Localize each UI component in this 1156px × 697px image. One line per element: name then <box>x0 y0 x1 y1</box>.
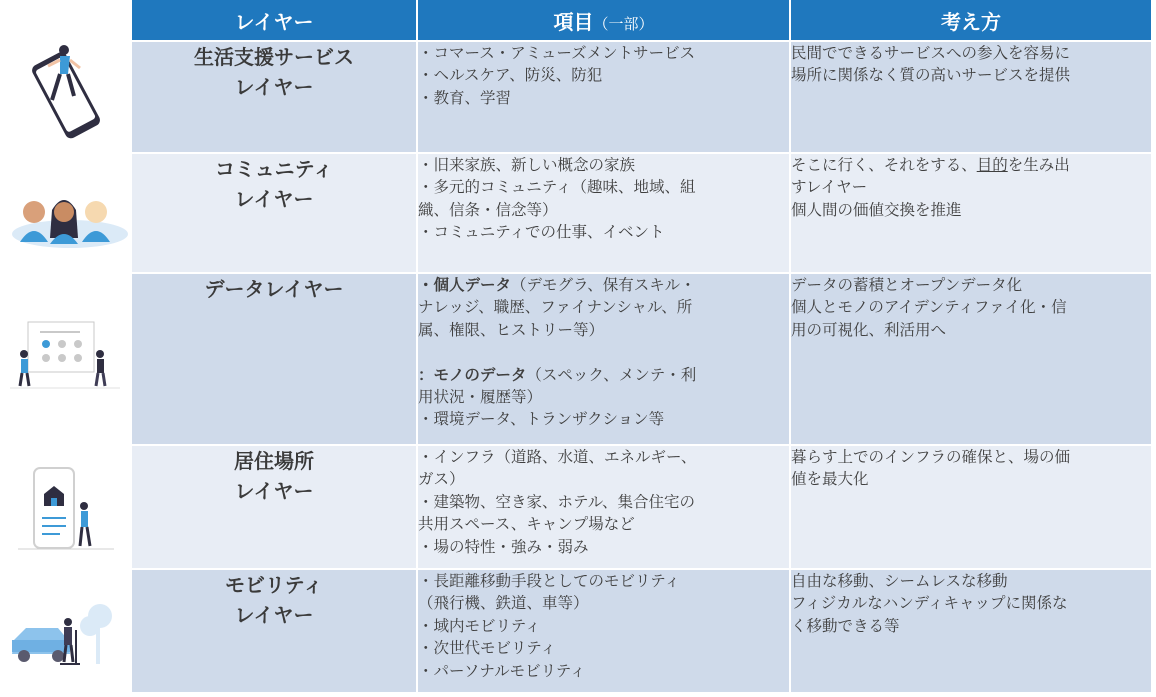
items-cell <box>417 273 790 445</box>
table-row <box>132 273 1152 445</box>
header-layer: レイヤー <box>132 0 417 41</box>
items-cell <box>417 569 790 693</box>
item-line: ・長距離移動手段としてのモビリティ <box>418 572 680 590</box>
item-line: ・コミュニティでの仕事、イベント <box>418 223 665 242</box>
concept-line: く移動できる等 <box>791 616 900 635</box>
item-heading: ：モノのデータ <box>418 365 527 384</box>
concept-line: 自由な移動、シームレスな移動 <box>791 572 1008 590</box>
layer-name-cell <box>132 273 417 445</box>
header-items-label: 項目 <box>553 9 594 34</box>
item-line: 織、信条・信念等） <box>418 200 558 219</box>
item-line <box>418 364 789 386</box>
table-row <box>132 153 1152 273</box>
item-line: ・旧来家族、新しい概念の家族 <box>418 156 636 174</box>
item-line: ・ヘルスケア、防災、防犯 <box>418 66 603 85</box>
layer-name-line: レイヤー <box>234 479 314 503</box>
layer-name-cell <box>132 445 417 569</box>
concept-underlined-text: 目的 <box>976 156 1008 174</box>
item-text: （デモグラ、保有スキル・ <box>511 276 696 294</box>
items-cell <box>417 41 790 153</box>
layer-name-cell <box>132 569 417 693</box>
layer-name-line: レイヤー <box>234 603 314 627</box>
concept-line: 場所に関係なく質の高いサービスを提供 <box>791 66 1071 85</box>
table-row <box>132 569 1152 693</box>
items-cell <box>417 153 790 273</box>
concept-text: を生み出 <box>1007 156 1070 174</box>
concept-line: すレイヤー <box>791 178 868 197</box>
concept-line: 値を最大化 <box>791 470 869 489</box>
concept-line: 個人とモノのアイデンティファイ化・信 <box>791 298 1067 317</box>
item-line: （飛行機、鉄道、車等） <box>418 594 589 613</box>
phone-with-house-illustration <box>0 446 132 568</box>
item-line: ・コマース・アミューズメントサービス <box>418 44 696 62</box>
item-line: ・場の特性・強み・弱み <box>418 537 589 556</box>
item-line: ・インフラ（道路、水道、エネルギー、 <box>418 448 697 466</box>
header-concept: 考え方 <box>790 0 1152 41</box>
item-text: （スペック、メンテ・利 <box>526 365 697 384</box>
layer-name-line: コミュニティ <box>215 157 333 181</box>
item-line: ・次世代モビリティ <box>418 639 556 658</box>
item-line: 属、権限、ヒストリー等） <box>418 320 605 339</box>
three-people-community-illustration <box>0 154 132 272</box>
item-spacer <box>418 341 789 363</box>
concept-cell <box>790 153 1152 273</box>
item-line <box>418 274 789 296</box>
concept-cell <box>790 445 1152 569</box>
concept-line <box>791 154 1151 176</box>
layer-name-cell <box>132 153 417 273</box>
layer-table <box>132 0 1153 694</box>
concept-cell <box>790 569 1152 693</box>
concept-cell <box>790 41 1152 153</box>
table-header-row <box>132 0 1152 41</box>
concept-line: 個人間の価値交換を推進 <box>791 200 962 219</box>
header-items <box>417 0 790 41</box>
item-heading: ・個人データ <box>418 276 512 294</box>
concept-line: 民間でできるサービスへの参入を容易に <box>791 44 1071 62</box>
items-cell <box>417 445 790 569</box>
item-line: ナレッジ、職歴、ファイナンシャル、所 <box>418 298 693 317</box>
car-and-scooter-illustration <box>0 570 132 694</box>
item-line: ・域内モビリティ <box>418 616 541 635</box>
item-line: 共用スペース、キャンプ場など <box>418 515 635 534</box>
item-line: ・多元的コミュニティ（趣味、地域、組 <box>418 178 696 197</box>
concept-cell <box>790 273 1152 445</box>
concept-line: 用の可視化、利活用へ <box>791 320 947 339</box>
concept-line: 暮らす上でのインフラの確保と、場の価 <box>791 448 1071 466</box>
item-line: ・パーソナルモビリティ <box>418 661 586 680</box>
layer-name-line: モビリティ <box>225 573 323 597</box>
item-line: ガス） <box>418 470 465 489</box>
table-row <box>132 445 1152 569</box>
layer-name-line: 居住場所 <box>234 449 314 473</box>
people-with-dashboard-illustration <box>0 274 132 444</box>
table-row <box>132 41 1152 153</box>
item-line: ・環境データ、トランザクション等 <box>418 410 665 429</box>
item-line: 用状況・履歴等） <box>418 388 543 407</box>
item-line: ・教育、学習 <box>418 88 512 107</box>
person-on-smartphone-illustration <box>0 40 132 152</box>
layer-name-cell <box>132 41 417 153</box>
layer-name-line: データレイヤー <box>204 277 344 301</box>
concept-line: データの蓄積とオープンデータ化 <box>791 276 1023 294</box>
layer-name-line: レイヤー <box>234 75 314 99</box>
layer-name-line: レイヤー <box>234 187 314 211</box>
item-line: ・建築物、空き家、ホテル、集合住宅の <box>418 492 695 511</box>
header-items-sub: （一部） <box>593 14 654 33</box>
concept-line: フィジカルなハンディキャップに関係な <box>791 594 1068 613</box>
concept-text: そこに行く、それをする、 <box>791 156 977 174</box>
layer-name-line: 生活支援サービス <box>194 45 354 69</box>
